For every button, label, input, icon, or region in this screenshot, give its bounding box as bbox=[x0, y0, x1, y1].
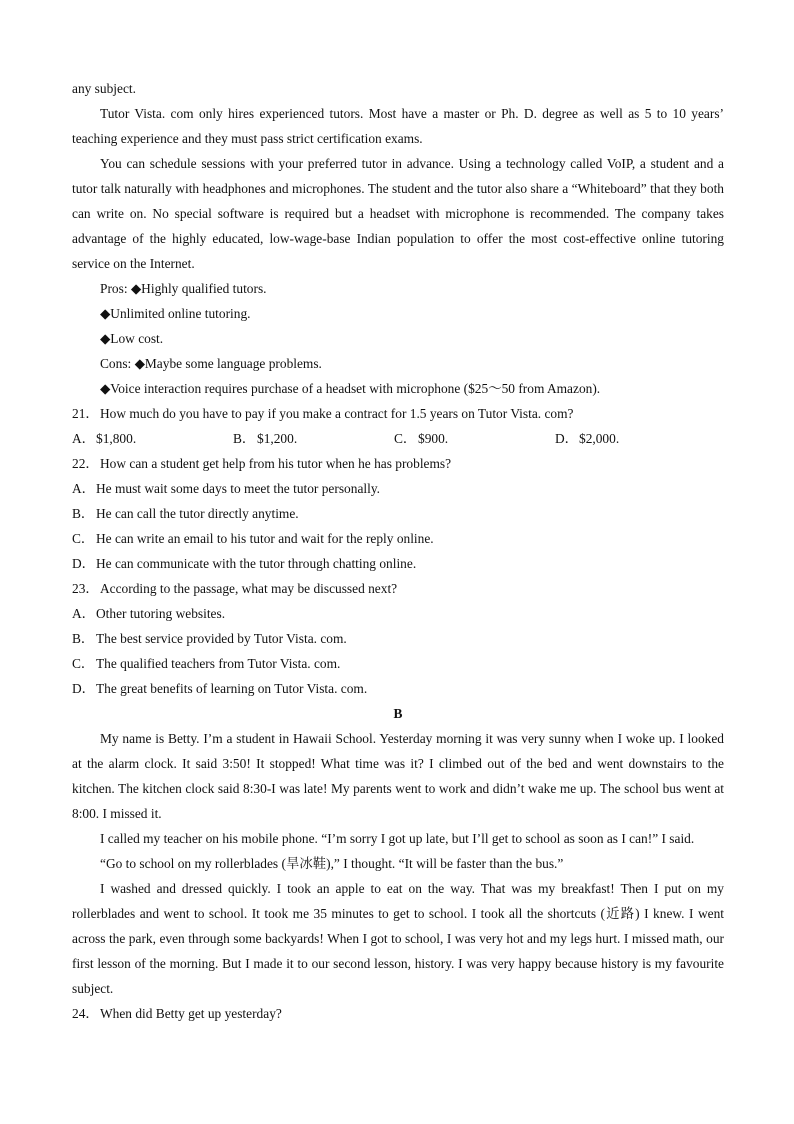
cons-item: Cons: ◆Maybe some language problems. bbox=[100, 356, 322, 371]
passage-a-paragraph: You can schedule sessions with your preferred tutor in advance. Using a technology called VoIP, a student and a tutor talk naturally with headphones and microphones. The student and the tutor also share a “Whiteboard” that they both can write on. No special software is required but a headset with microphone is recommended. The company takes advantage of the highly educated, low-wage-base Indian population to offer the most cost-effective online tutoring service on the Internet. bbox=[72, 156, 724, 271]
option-d: D． $2,000. bbox=[555, 431, 620, 446]
cons-item: ◆Voice interaction requires purchase of a headset with microphone ($25～50 from Amazon). bbox=[100, 381, 601, 396]
option-b: B． $1,200. bbox=[233, 431, 298, 446]
exam-page bbox=[72, 76, 724, 1026]
question-number: 21． bbox=[72, 406, 99, 421]
option-d: D． He can communicate with the tutor through chatting online. bbox=[72, 556, 417, 571]
question-24 bbox=[72, 1001, 724, 1026]
passage-a-continuation: any subject. bbox=[72, 81, 136, 96]
question-21-options bbox=[72, 426, 724, 451]
option-a: A． He must wait some days to meet the tutor personally. bbox=[72, 481, 380, 496]
pros-item: ◆Unlimited online tutoring. bbox=[100, 306, 251, 321]
question-number: 22． bbox=[72, 456, 99, 471]
option-a: A． Other tutoring websites. bbox=[72, 606, 226, 621]
question-number: 24． bbox=[72, 1006, 99, 1021]
passage-b-paragraph: I washed and dressed quickly. I took an apple to eat on the way. That was my breakfast! Then I put on my rollerblades and went to school. It took me 35 minutes to get to school. I took all the shortcuts (近路) I knew. I went across the park, even through some backyards! When I got to school, I was very hot and my legs hurt. I missed math, our first lesson of the morning. But I made it to our second lesson, history. I was very happy because history is my favourite subject. bbox=[72, 881, 724, 996]
pros-item: Pros: ◆Highly qualified tutors. bbox=[100, 281, 267, 296]
passage-b-paragraph: My name is Betty. I’m a student in Hawaii School. Yesterday morning it was very sunny when I woke up. I looked at the alarm clock. It said 3:50! It stopped! What time was it? I climbed out of the bed and went downstairs to the kitchen. The kitchen clock said 8:30-I was late! My parents went to work and didn’t wake me up. The school bus went at 8:00. I missed it. bbox=[72, 731, 724, 821]
question-21 bbox=[72, 401, 724, 426]
option-b: B． He can call the tutor directly anytime. bbox=[72, 506, 299, 521]
option-c: C． $900. bbox=[394, 431, 449, 446]
option-c: C． The qualified teachers from Tutor Vista. com. bbox=[72, 656, 341, 671]
option-a: A． $1,800. bbox=[72, 431, 137, 446]
option-c: C． He can write an email to his tutor and wait for the reply online. bbox=[72, 531, 434, 546]
question-text: When did Betty get up yesterday? bbox=[100, 1006, 282, 1021]
question-22 bbox=[72, 451, 724, 476]
pros-item: ◆Low cost. bbox=[100, 331, 164, 346]
question-23 bbox=[72, 576, 724, 601]
section-heading-b: B bbox=[393, 706, 403, 721]
passage-b-paragraph: I called my teacher on his mobile phone. “I’m sorry I got up late, but I’ll get to school as soon as I can!” I said. bbox=[100, 831, 695, 846]
question-text: According to the passage, what may be discussed next? bbox=[100, 581, 398, 596]
passage-b-paragraph: “Go to school on my rollerblades (旱冰鞋),” I thought. “It will be faster than the bus.” bbox=[100, 856, 564, 871]
question-number: 23． bbox=[72, 581, 99, 596]
question-text: How can a student get help from his tutor when he has problems? bbox=[100, 456, 452, 471]
question-text: How much do you have to pay if you make a contract for 1.5 years on Tutor Vista. com? bbox=[100, 406, 574, 421]
option-d: D． The great benefits of learning on Tutor Vista. com. bbox=[72, 681, 368, 696]
option-b: B． The best service provided by Tutor Vista. com. bbox=[72, 631, 347, 646]
passage-a-paragraph: Tutor Vista. com only hires experienced tutors. Most have a master or Ph. D. degree as well as 5 to 10 years’ teaching experience and they must pass strict certification exams. bbox=[72, 106, 724, 146]
